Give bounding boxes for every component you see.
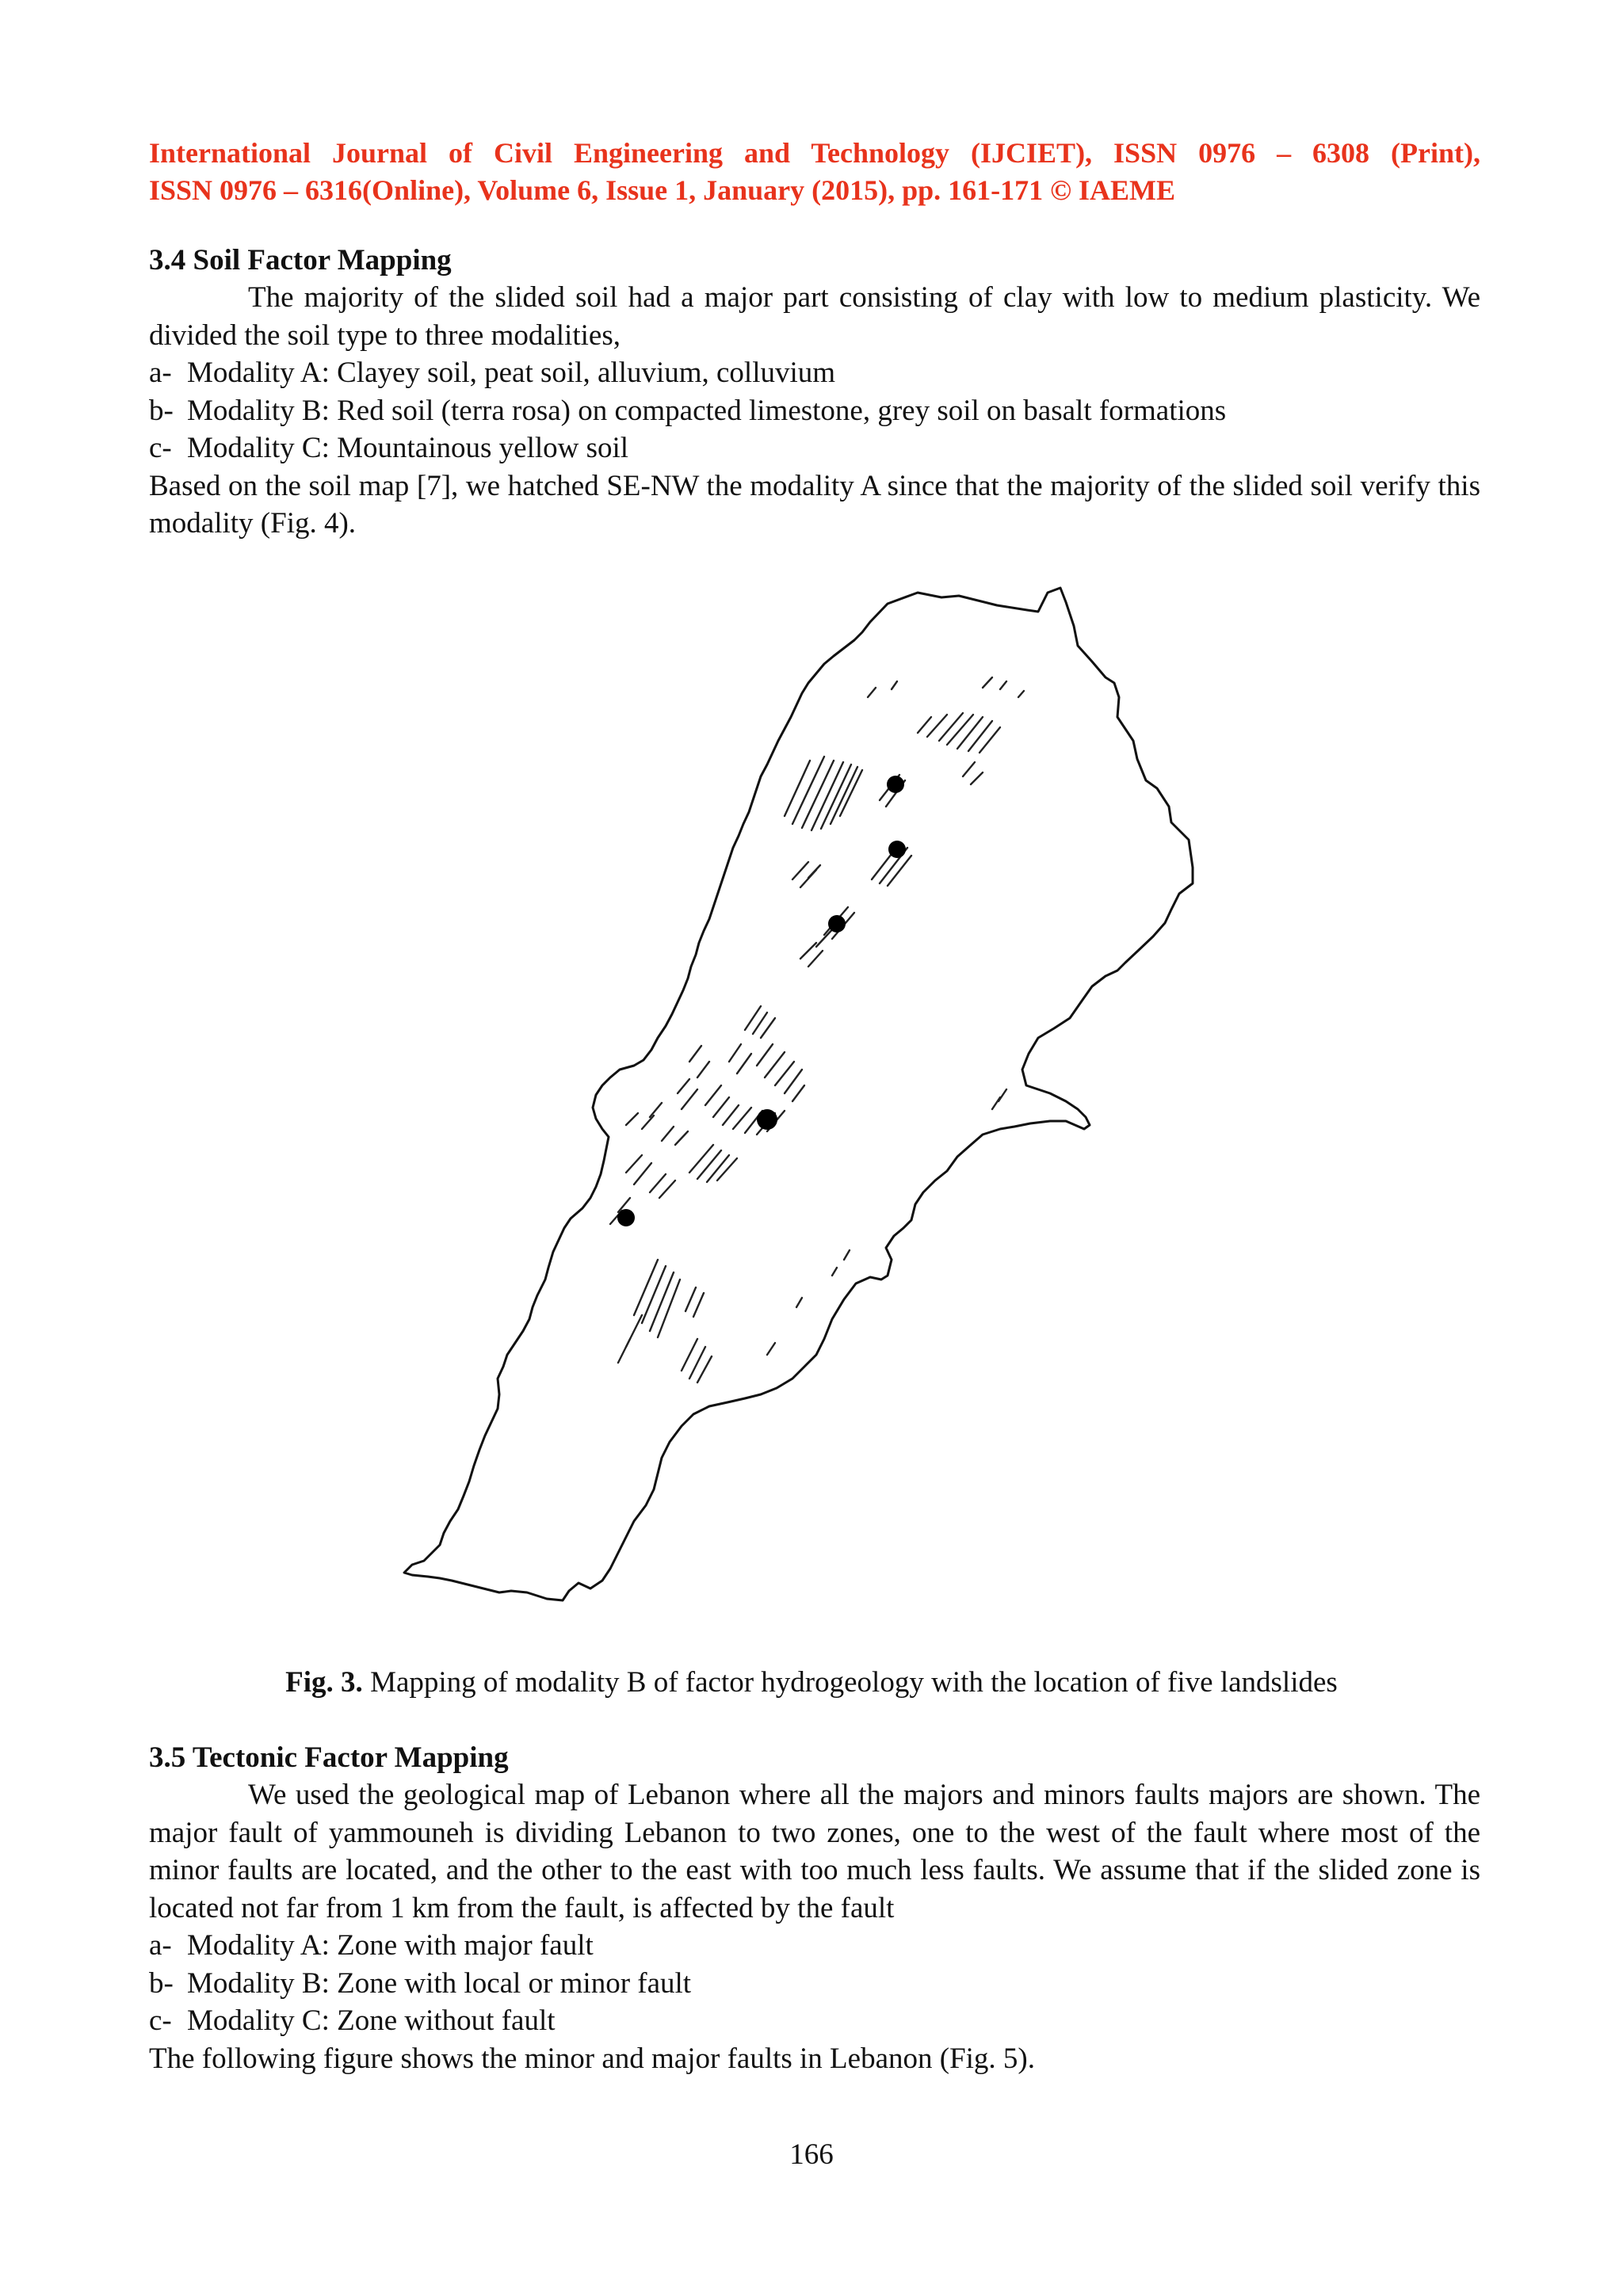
list-marker: a-	[149, 357, 172, 389]
paragraph-tectonic-closing: The following figure shows the minor and major faults in Lebanon (Fig. 5).	[149, 2042, 1036, 2075]
list-text: Modality B: Zone with local or minor fault	[187, 1966, 692, 2000]
list-marker: b-	[149, 1966, 174, 2000]
figure-caption	[0, 1664, 1623, 1701]
list-item-soil-c	[149, 429, 1480, 467]
journal-header-line-2: ISSN 0976 – 6316(Online), Volume 6, Issue 1, January (2015), pp. 161-171 © IAEME	[149, 174, 1176, 206]
lebanon-map-figure	[380, 570, 1236, 1616]
landslide-marker	[888, 841, 906, 858]
section-body-soil	[149, 279, 1480, 543]
paragraph-soil-closing: Based on the soil map [7], we hatched SE-NW the modality A since that the majority of the slided soil verify this modality (Fig. 4).	[149, 469, 1480, 540]
paragraph-tectonic-intro: We used the geological map of Lebanon where all the majors and minors faults majors are shown. The major fault of yammouneh is dividing Lebanon to two zones, one to the west of the fault where most of the minor faults are located, and the other to the east with too much less faults. We assume that if the slided zone is located not far from 1 km from the fault, is affected by the fault	[149, 1779, 1480, 1924]
figure-label: Fig. 3.	[285, 1666, 363, 1699]
list-marker: c-	[149, 432, 172, 464]
landslide-marker	[887, 776, 904, 793]
list-text: Modality C: Zone without fault	[187, 2004, 556, 2037]
list-text: Modality A: Zone with major fault	[187, 1929, 594, 1962]
list-item-tectonic-c	[149, 2002, 1480, 2040]
landslide-marker	[757, 1109, 777, 1130]
landslide-marker	[828, 915, 846, 933]
landslide-marker	[617, 1209, 635, 1226]
list-text: Modality C: Mountainous yellow soil	[187, 432, 629, 464]
section-heading-tectonic: 3.5 Tectonic Factor Mapping	[149, 1741, 509, 1774]
hatched-modality-b-areas	[610, 677, 1024, 1383]
list-item-soil-b	[149, 392, 1480, 430]
list-item-tectonic-a	[149, 1927, 1480, 1965]
section-heading-soil: 3.4 Soil Factor Mapping	[149, 244, 452, 277]
list-item-tectonic-b	[149, 1965, 1480, 2003]
list-marker: b-	[149, 394, 174, 427]
list-marker: a-	[149, 1929, 172, 1962]
list-marker: c-	[149, 2004, 172, 2037]
page-number: 166	[789, 2138, 834, 2171]
list-text: Modality A: Clayey soil, peat soil, alluvium, colluvium	[187, 357, 836, 389]
journal-header	[149, 135, 1480, 209]
list-text: Modality B: Red soil (terra rosa) on compacted limestone, grey soil on basalt formations	[187, 394, 1227, 427]
paragraph-soil-intro: The majority of the slided soil had a major part consisting of clay with low to medium plasticity. We divided the soil type to three modalities,	[149, 281, 1480, 352]
landslide-locations	[617, 776, 906, 1226]
figure-caption-text: Mapping of modality B of factor hydrogeology with the location of five landslides	[362, 1666, 1338, 1699]
section-body-tectonic	[149, 1776, 1480, 2077]
list-item-soil-a	[149, 354, 1480, 392]
journal-header-line-1: International Journal of Civil Engineering and Technology (IJCIET), ISSN 0976 – 6308 (Print),	[149, 137, 1480, 169]
